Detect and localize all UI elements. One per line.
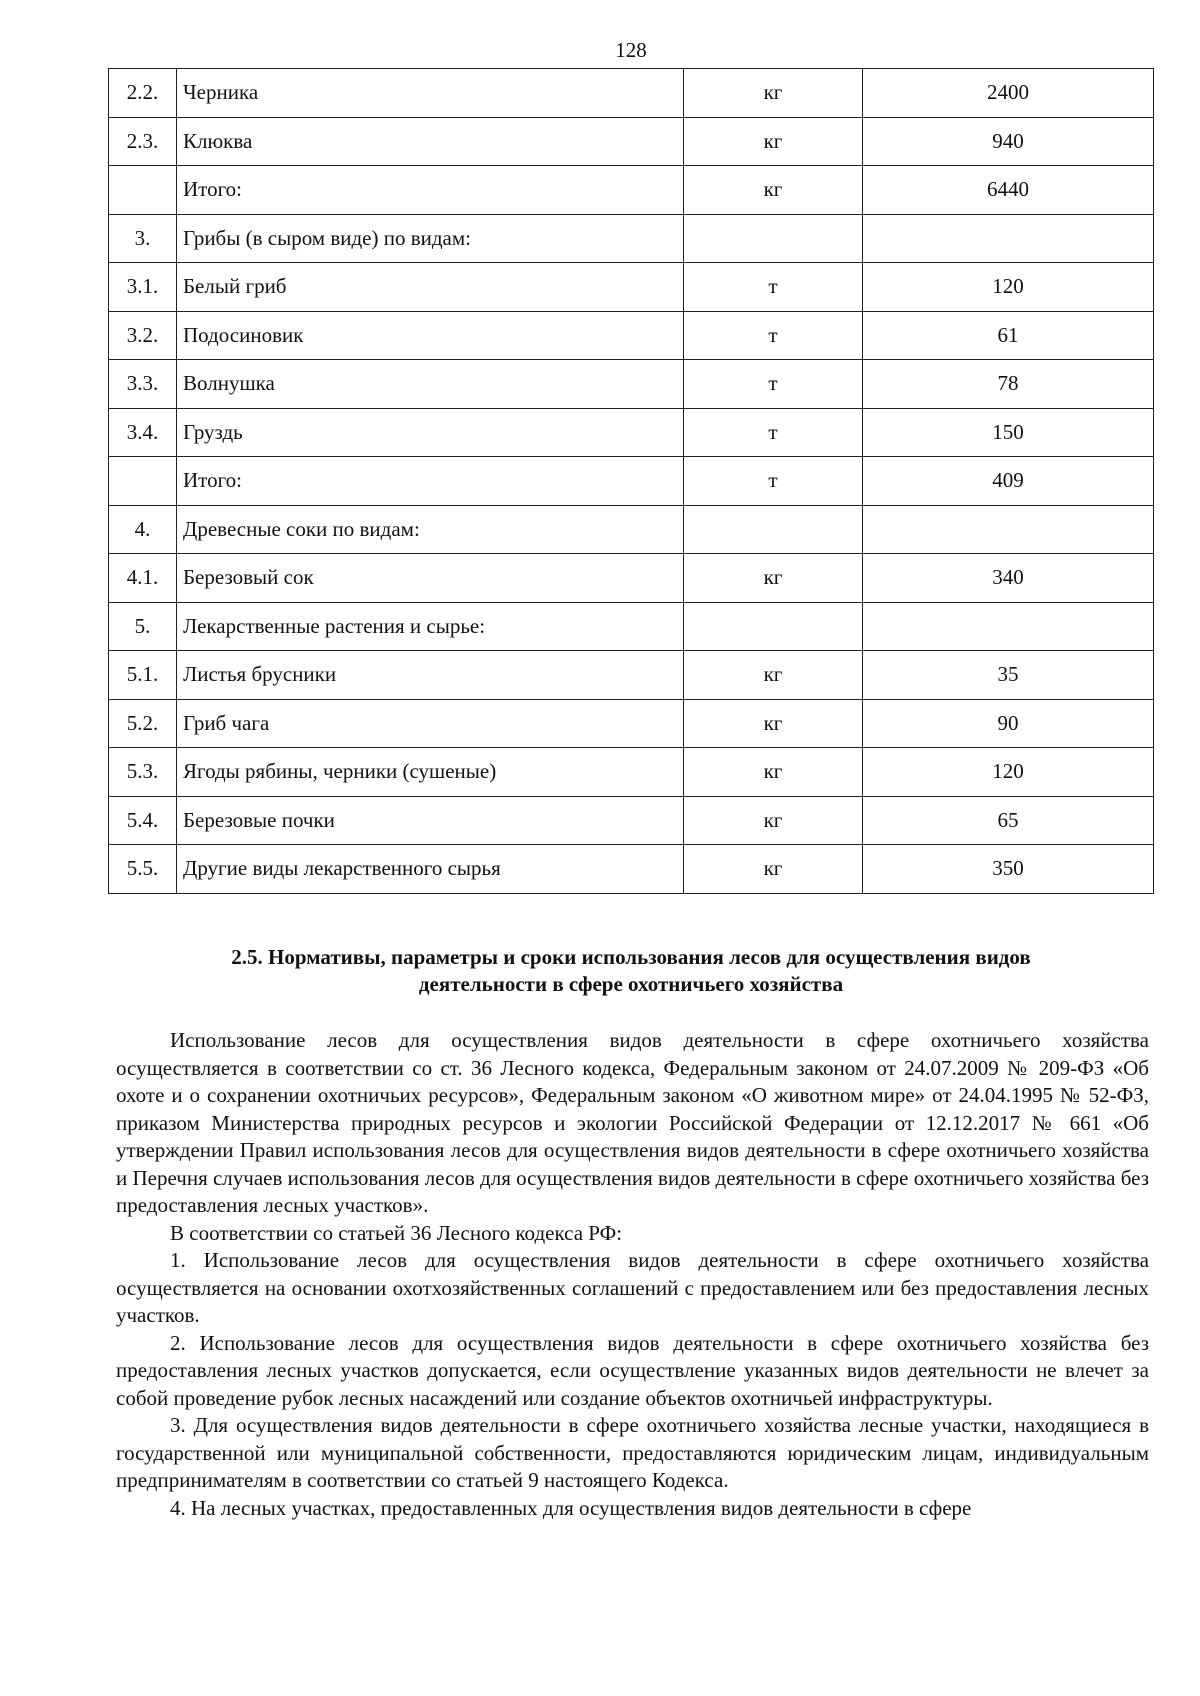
row-name-cell: Груздь bbox=[177, 408, 684, 457]
paragraph: Использование лесов для осуществления видов деятельности в сфере охотничьего хозяйства осуществляется в соответствии со ст. 36 Лесного кодекса, Федеральным законом от 24.07.2009 № 209-ФЗ «Об охоте и о сохранении охотничьих ресурсов», Федеральным законом «О животном мире» от 24.04.1995 № 52-ФЗ, приказом Министерства природных ресурсов и экологии Российской Федерации от 12.12.2017 № 661 «Об утверждении Правил использования лесов для осуществления видов деятельности в сфере охотничьего хозяйства и Перечня случаев использования лесов для осуществления видов деятельности в сфере охотничьего хозяйства без предоставления лесных участков». bbox=[116, 1028, 1149, 1217]
row-number-cell: 3.4. bbox=[109, 408, 177, 457]
row-unit-cell: т bbox=[684, 311, 863, 360]
paragraph: 3. Для осуществления видов деятельности в сфере охотничьего хозяйства лесные участки, находящиеся в государственной или муниципальной собственности, предоставляются юридическим лицам, индивидуальным предпринимателям в соответствии со статьей 9 настоящего Кодекса. bbox=[116, 1413, 1149, 1492]
row-name-cell: Березовые почки bbox=[177, 796, 684, 845]
row-name-cell: Другие виды лекарственного сырья bbox=[177, 845, 684, 894]
table-row bbox=[109, 748, 1154, 797]
row-value-cell: 78 bbox=[863, 360, 1154, 409]
row-value-cell: 65 bbox=[863, 796, 1154, 845]
row-number-cell: 3.1. bbox=[109, 263, 177, 312]
table-row bbox=[109, 214, 1154, 263]
row-name-cell: Клюква bbox=[177, 117, 684, 166]
row-name-cell: Ягоды рябины, черники (сушеные) bbox=[177, 748, 684, 797]
row-name-cell: Грибы (в сыром виде) по видам: bbox=[177, 214, 684, 263]
row-value-cell: 90 bbox=[863, 699, 1154, 748]
row-number-cell: 2.2. bbox=[109, 69, 177, 118]
row-name-cell: Белый гриб bbox=[177, 263, 684, 312]
body-text bbox=[116, 1027, 1149, 1522]
row-value-cell: 2400 bbox=[863, 69, 1154, 118]
page-number: 128 bbox=[615, 38, 647, 62]
table-row bbox=[109, 845, 1154, 894]
table-row bbox=[109, 408, 1154, 457]
row-number-cell: 4.1. bbox=[109, 554, 177, 603]
paragraph: 1. Использование лесов для осуществления видов деятельности в сфере охотничьего хозяйства осуществляется на основании охотхозяйственных соглашений с предоставлением или без предоставления лесных участков. bbox=[116, 1248, 1149, 1327]
paragraph: 4. На лесных участках, предоставленных для осуществления видов деятельности в сфере bbox=[170, 1495, 972, 1520]
row-number-cell: 5.4. bbox=[109, 796, 177, 845]
row-unit-cell: кг bbox=[684, 845, 863, 894]
row-number-cell: 2.3. bbox=[109, 117, 177, 166]
row-unit-cell: т bbox=[684, 263, 863, 312]
row-unit-cell bbox=[684, 602, 863, 651]
row-value-cell bbox=[863, 602, 1154, 651]
table-row bbox=[109, 505, 1154, 554]
row-value-cell: 940 bbox=[863, 117, 1154, 166]
row-value-cell: 350 bbox=[863, 845, 1154, 894]
row-name-cell: Древесные соки по видам: bbox=[177, 505, 684, 554]
row-name-cell: Березовый сок bbox=[177, 554, 684, 603]
row-value-cell: 120 bbox=[863, 748, 1154, 797]
row-unit-cell: т bbox=[684, 408, 863, 457]
row-number-cell: 4. bbox=[109, 505, 177, 554]
row-value-cell: 340 bbox=[863, 554, 1154, 603]
row-unit-cell: кг bbox=[684, 117, 863, 166]
table-row bbox=[109, 554, 1154, 603]
row-number-cell bbox=[109, 166, 177, 215]
table-row bbox=[109, 457, 1154, 506]
row-number-cell: 5.1. bbox=[109, 651, 177, 700]
row-name-cell: Итого: bbox=[177, 457, 684, 506]
row-number-cell: 5.5. bbox=[109, 845, 177, 894]
table-row bbox=[109, 311, 1154, 360]
row-value-cell: 120 bbox=[863, 263, 1154, 312]
table-row bbox=[109, 117, 1154, 166]
row-value-cell bbox=[863, 505, 1154, 554]
row-number-cell: 3. bbox=[109, 214, 177, 263]
table-row bbox=[109, 166, 1154, 215]
paragraph: 2. Использование лесов для осуществления видов деятельности в сфере охотничьего хозяйства без предоставления лесных участков допускается, если осуществление указанных видов деятельности не влечет за собой проведение рубок лесных насаждений или создание объектов охотничьей инфраструктуры. bbox=[116, 1330, 1149, 1410]
row-number-cell: 3.2. bbox=[109, 311, 177, 360]
table-body bbox=[109, 69, 1154, 894]
table-row bbox=[109, 699, 1154, 748]
table-row bbox=[109, 360, 1154, 409]
row-value-cell: 409 bbox=[863, 457, 1154, 506]
row-unit-cell bbox=[684, 505, 863, 554]
row-value-cell: 6440 bbox=[863, 166, 1154, 215]
table-row bbox=[109, 602, 1154, 651]
row-unit-cell: кг bbox=[684, 651, 863, 700]
row-unit-cell: кг bbox=[684, 699, 863, 748]
row-number-cell: 3.3. bbox=[109, 360, 177, 409]
paragraph: В соответствии со статьей 36 Лесного кодекса РФ: bbox=[170, 1220, 623, 1245]
row-value-cell: 35 bbox=[863, 651, 1154, 700]
table-row bbox=[109, 796, 1154, 845]
row-name-cell: Итого: bbox=[177, 166, 684, 215]
row-number-cell: 5.3. bbox=[109, 748, 177, 797]
row-unit-cell: кг bbox=[684, 554, 863, 603]
section-heading-line-1: 2.5. Нормативы, параметры и сроки использования лесов для осуществления видов bbox=[231, 945, 1031, 969]
row-unit-cell: кг bbox=[684, 796, 863, 845]
row-unit-cell: кг bbox=[684, 69, 863, 118]
row-unit-cell bbox=[684, 214, 863, 263]
row-value-cell: 150 bbox=[863, 408, 1154, 457]
row-value-cell: 61 bbox=[863, 311, 1154, 360]
row-number-cell: 5.2. bbox=[109, 699, 177, 748]
row-unit-cell: кг bbox=[684, 166, 863, 215]
table-row bbox=[109, 69, 1154, 118]
row-name-cell: Волнушка bbox=[177, 360, 684, 409]
section-heading bbox=[108, 944, 1154, 998]
table-row bbox=[109, 263, 1154, 312]
resources-table bbox=[108, 68, 1154, 894]
row-unit-cell: т bbox=[684, 457, 863, 506]
table-row bbox=[109, 651, 1154, 700]
row-name-cell: Гриб чага bbox=[177, 699, 684, 748]
row-name-cell: Лекарственные растения и сырье: bbox=[177, 602, 684, 651]
section-heading-line-2: деятельности в сфере охотничьего хозяйства bbox=[418, 972, 844, 996]
row-unit-cell: кг bbox=[684, 748, 863, 797]
row-number-cell: 5. bbox=[109, 602, 177, 651]
row-value-cell bbox=[863, 214, 1154, 263]
row-name-cell: Черника bbox=[177, 69, 684, 118]
row-name-cell: Листья брусники bbox=[177, 651, 684, 700]
row-number-cell bbox=[109, 457, 177, 506]
row-name-cell: Подосиновик bbox=[177, 311, 684, 360]
row-unit-cell: т bbox=[684, 360, 863, 409]
